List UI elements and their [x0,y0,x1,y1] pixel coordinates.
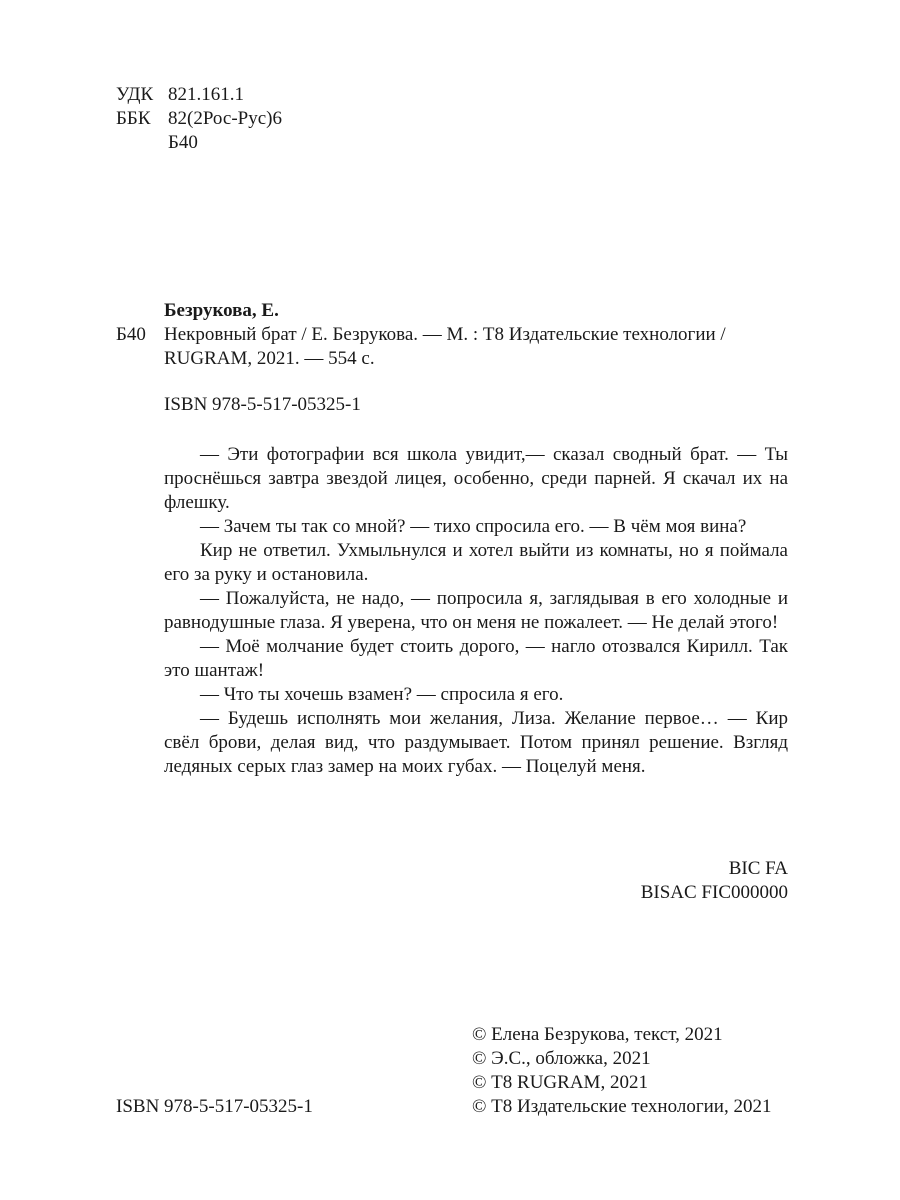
copyright-line: © Елена Безрукова, текст, 2021 [472,1024,723,1045]
udk-row [116,83,282,107]
annotation [164,443,788,779]
bisac-code: BISAC FIC000000 [640,882,788,903]
record-author-sign: Б40 [116,324,146,345]
bbk-row [116,107,282,131]
annotation-paragraph: — Будешь исполнять мои желания, Лиза. Желание первое… — Кир свёл брови, делая вид, что раздумывает. Потом принял решение. Взгляд ледяных серых глаз замер на моих губах. — Поцелуй меня. [164,708,788,777]
copyright-line: © Э.С., обложка, 2021 [472,1048,651,1069]
author-sign: Б40 [168,132,198,153]
annotation-paragraph: — Что ты хочешь взамен? — спросила я его. [200,684,564,705]
author-sign-row [116,131,282,155]
udk-value: 821.161.1 [168,84,244,105]
bbk-label: ББК [116,108,151,129]
subject-codes [641,857,788,905]
record-line: Некровный брат / Е. Безрукова. — М. : Т8 Издательские технологии / [164,324,726,345]
bbk-value: 82(2Рос-Рус)6 [168,108,282,129]
annotation-paragraph: — Эти фотографии вся школа увидит,— сказал сводный брат. — Ты проснёшься завтра звездой лицея, особенно, среди парней. Я скачал их на флешку. [164,444,788,513]
isbn-bottom: ISBN 978-5-517-05325-1 [116,1096,313,1117]
record-line: RUGRAM, 2021. — 554 с. [164,348,375,369]
record-author: Безрукова, Е. [164,300,279,321]
bic-code: BIC FA [728,858,788,879]
annotation-paragraph: — Пожалуйста, не надо, — попросила я, заглядывая в его холодные и равнодушные глаза. Я уверена, что он меня не пожалеет. — Не делай этого! [164,588,788,633]
annotation-paragraph: — Зачем ты так со мной? — тихо спросила его. — В чём моя вина? [200,516,747,537]
record-isbn: ISBN 978-5-517-05325-1 [164,394,361,415]
copyright-line: © Т8 RUGRAM, 2021 [472,1072,648,1093]
classification-codes [116,83,282,155]
copyright-line: © Т8 Издательские технологии, 2021 [472,1096,772,1117]
copyright-notices [472,1023,771,1119]
udk-label: УДК [116,84,154,105]
annotation-paragraph: Кир не ответил. Ухмыльнулся и хотел выйти из комнаты, но я поймала его за руку и остановила. [164,540,788,585]
annotation-paragraph: — Моё молчание будет стоить дорого, — нагло отозвался Кирилл. Так это шантаж! [164,636,788,681]
